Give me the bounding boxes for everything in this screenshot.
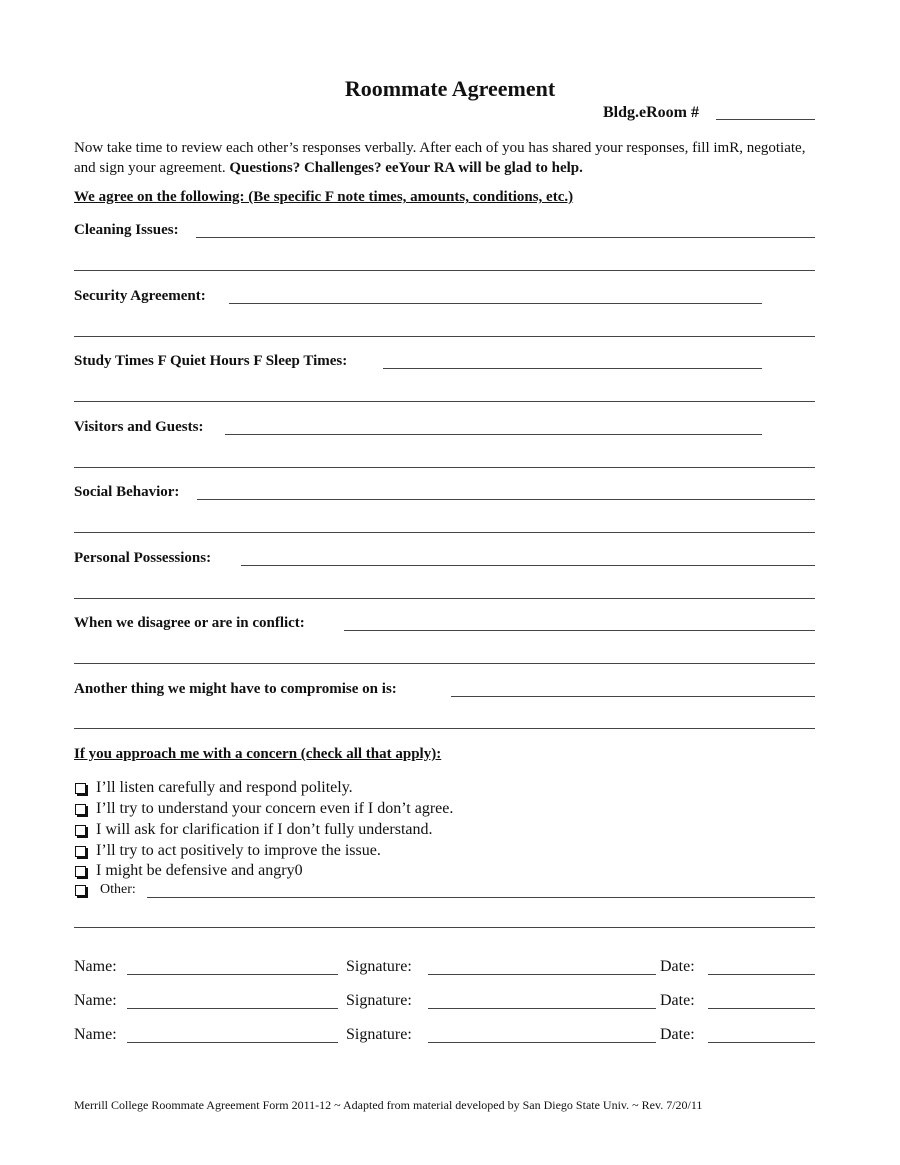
page-title: Roommate Agreement: [344, 76, 556, 101]
topic-label-security: Security Agreement:: [74, 288, 206, 304]
checklist-item[interactable]: [74, 800, 453, 818]
intro-text: Now take time to review each other’s responses verbally. After each of you has shared your responses, fill imR, negotiate, and sign your agreement.: [74, 140, 806, 176]
checkbox-icon[interactable]: [75, 804, 86, 815]
footer-text: Merrill College Roommate Agreement Form 2011-12 ~ Adapted from material developed by San Diego State Univ. ~ Rev. 7/20/11: [74, 1098, 703, 1112]
topic-field-security-extra[interactable]: [74, 336, 815, 337]
signature-label: Signature:: [346, 1026, 412, 1043]
topic-label-social: Social Behavior:: [74, 484, 180, 500]
checklist-label: I’ll try to act positively to improve the issue.: [96, 842, 381, 859]
checkbox-icon[interactable]: [75, 825, 86, 836]
date-label: Date:: [660, 958, 695, 975]
topic-field-social[interactable]: [197, 499, 815, 500]
topic-field-study-extra[interactable]: [74, 401, 815, 402]
checklist-label: I might be defensive and angry0: [96, 862, 303, 879]
checkbox-icon[interactable]: [75, 846, 86, 857]
topic-field-visitors[interactable]: [225, 434, 762, 435]
checkbox-icon[interactable]: [75, 783, 86, 794]
topic-label-cleaning: Cleaning Issues:: [74, 222, 179, 238]
topic-field-conflict[interactable]: [344, 630, 815, 631]
topic-field-cleaning[interactable]: [196, 237, 815, 238]
checklist-label: I’ll try to understand your concern even if I don’t agree.: [96, 800, 454, 817]
topic-field-cleaning-extra[interactable]: [74, 270, 815, 271]
signature-label: Signature:: [346, 958, 412, 975]
intro-paragraph: [74, 138, 819, 178]
agree-heading: We agree on the following: (Be specific F note times, amounts, conditions, etc.): [74, 189, 574, 205]
date-field[interactable]: [708, 1008, 815, 1009]
other-field-extra[interactable]: [74, 927, 815, 928]
topic-label-compromise: Another thing we might have to compromise on is:: [74, 681, 397, 697]
topic-field-security[interactable]: [229, 303, 762, 304]
topic-field-study[interactable]: [383, 368, 762, 369]
checklist-label: Other:: [100, 882, 136, 897]
intro-help-text: Questions? Challenges? eeYour RA will be glad to help.: [229, 160, 583, 176]
checklist-label: I will ask for clarification if I don’t fully understand.: [96, 821, 433, 838]
date-label: Date:: [660, 992, 695, 1009]
checklist-item[interactable]: [74, 779, 353, 797]
checklist-label: I’ll listen carefully and respond politely.: [96, 779, 353, 796]
name-field[interactable]: [127, 1042, 338, 1043]
signature-field[interactable]: [428, 1042, 656, 1043]
name-label: Name:: [74, 992, 117, 1009]
name-field[interactable]: [127, 974, 338, 975]
topic-label-study: Study Times F Quiet Hours F Sleep Times:: [74, 353, 348, 369]
topic-field-possessions-extra[interactable]: [74, 598, 815, 599]
concern-heading: If you approach me with a concern (check all that apply):: [74, 746, 442, 762]
checklist-item-other[interactable]: [74, 882, 136, 898]
checkbox-icon[interactable]: [75, 885, 86, 896]
date-field[interactable]: [708, 974, 815, 975]
checklist-item[interactable]: [74, 821, 433, 839]
name-label: Name:: [74, 1026, 117, 1043]
signature-field[interactable]: [428, 1008, 656, 1009]
room-label: Bldg.eRoom #: [603, 104, 699, 121]
topic-field-possessions[interactable]: [241, 565, 815, 566]
topic-field-compromise-extra[interactable]: [74, 728, 815, 729]
checklist-item[interactable]: [74, 862, 303, 880]
checklist-item[interactable]: [74, 842, 381, 860]
signature-field[interactable]: [428, 974, 656, 975]
topic-label-conflict: When we disagree or are in conflict:: [74, 615, 305, 631]
topic-label-visitors: Visitors and Guests:: [74, 419, 204, 435]
name-label: Name:: [74, 958, 117, 975]
topic-field-conflict-extra[interactable]: [74, 663, 815, 664]
name-field[interactable]: [127, 1008, 338, 1009]
signature-label: Signature:: [346, 992, 412, 1009]
topic-field-compromise[interactable]: [451, 696, 815, 697]
date-label: Date:: [660, 1026, 695, 1043]
checkbox-icon[interactable]: [75, 866, 86, 877]
room-number-field[interactable]: [716, 119, 815, 120]
date-field[interactable]: [708, 1042, 815, 1043]
other-field[interactable]: [147, 897, 815, 898]
topic-label-possessions: Personal Possessions:: [74, 550, 212, 566]
topic-field-visitors-extra[interactable]: [74, 467, 815, 468]
topic-field-social-extra[interactable]: [74, 532, 815, 533]
